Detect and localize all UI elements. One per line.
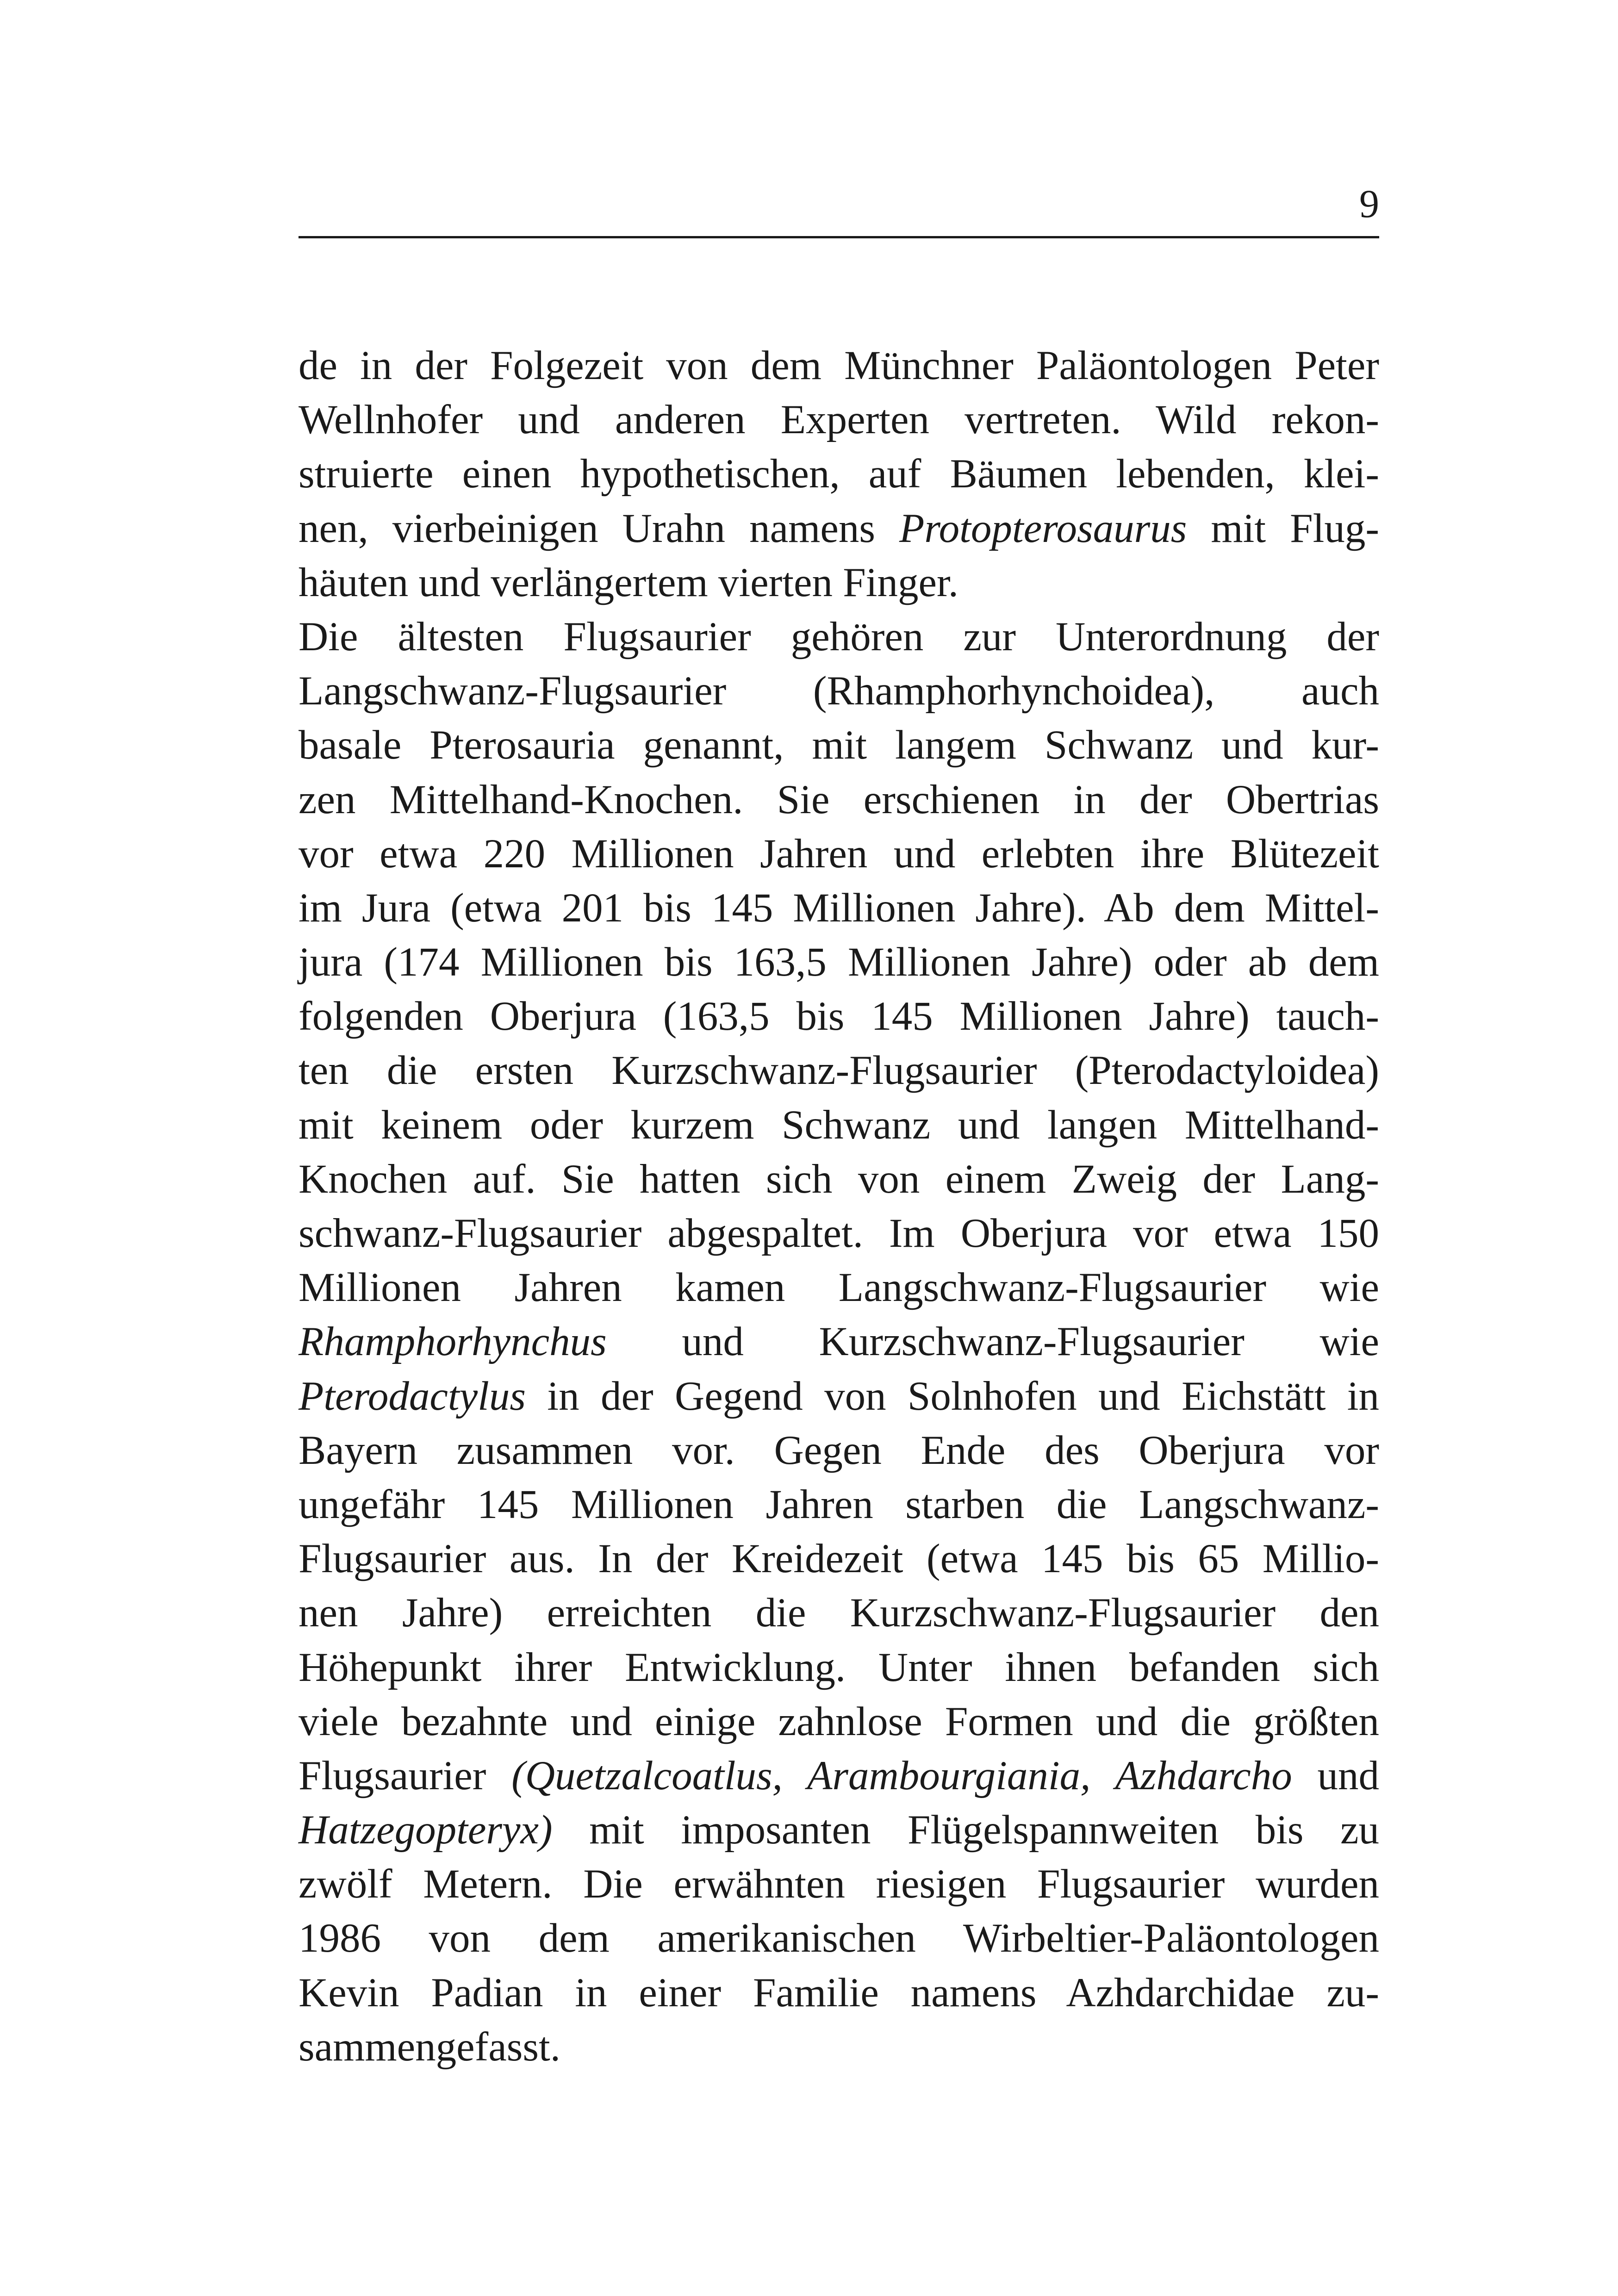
italic-taxon-name: Hatzegopteryx) [299, 1807, 553, 1853]
text-line [299, 1044, 1379, 1098]
text-line [299, 1641, 1379, 1695]
text-segment: zen Mittelhand-Knochen. Sie erschienen in der Obertrias [299, 777, 1379, 822]
text-segment: jura (174 Millionen bis 163,5 Millionen Jahre) oder ab dem [299, 940, 1379, 985]
italic-taxon-name: Pterodactylus [299, 1373, 526, 1419]
body-text [299, 339, 1379, 2074]
text-segment: ungefähr 145 Millionen Jahren starben die Langschwanz- [299, 1481, 1379, 1527]
text-line [299, 989, 1379, 1044]
text-segment: Höhepunkt ihrer Entwicklung. Unter ihnen befanden sich [299, 1644, 1379, 1690]
text-line [299, 1911, 1379, 1966]
text-line [299, 935, 1379, 989]
italic-taxon-name: Rhamphorhynchus [299, 1319, 607, 1365]
text-segment: in der Gegend von Solnhofen und Eichstätt in [526, 1373, 1379, 1419]
text-segment: häuten und verlängertem vierten Finger. [299, 560, 958, 605]
text-segment: und [1292, 1753, 1379, 1798]
text-segment: und Kurzschwanz-Flugsaurier wie [606, 1319, 1379, 1365]
text-line [299, 1532, 1379, 1586]
text-segment: 1986 von dem amerikanischen Wirbeltier-Paläontologen [299, 1916, 1379, 1961]
text-segment: viele bezahnte und einige zahnlose Formen und die größten [299, 1699, 1379, 1744]
text-line [299, 1966, 1379, 2020]
text-line [299, 2020, 1379, 2074]
header-rule [299, 236, 1379, 238]
text-line [299, 1261, 1379, 1315]
text-segment: vor etwa 220 Millionen Jahren und erlebten ihre Blütezeit [299, 831, 1379, 877]
text-line [299, 339, 1379, 393]
text-segment: Wellnhofer und anderen Experten vertreten. Wild rekon- [299, 397, 1379, 443]
text-segment: Langschwanz-Flugsaurier (Rhamphorhynchoidea), auch [299, 668, 1379, 714]
text-segment: Flugsaurier aus. In der Kreidezeit (etwa 145 bis 65 Millio- [299, 1536, 1379, 1582]
italic-taxon-name: (Quetzalcoatlus, Arambourgiania, Azhdarcho [511, 1753, 1292, 1798]
text-segment: Bayern zusammen vor. Gegen Ende des Oberjura vor [299, 1427, 1379, 1473]
text-line [299, 1695, 1379, 1749]
text-segment: mit Flug- [1187, 505, 1379, 551]
text-line [299, 1207, 1379, 1261]
text-segment: Kevin Padian in einer Familie namens Azhdarchidae zu- [299, 1970, 1379, 2016]
text-line [299, 881, 1379, 935]
text-line [299, 664, 1379, 718]
text-line [299, 1369, 1379, 1424]
text-line [299, 1098, 1379, 1152]
text-line [299, 502, 1379, 556]
text-line [299, 773, 1379, 827]
text-line [299, 1803, 1379, 1857]
text-line [299, 827, 1379, 881]
text-segment: struierte einen hypothetischen, auf Bäumen lebenden, klei- [299, 451, 1379, 497]
text-segment: schwanz-Flugsaurier abgespaltet. Im Oberjura vor etwa 150 [299, 1211, 1379, 1256]
text-line [299, 718, 1379, 772]
text-line [299, 1424, 1379, 1478]
text-segment: im Jura (etwa 201 bis 145 Millionen Jahre). Ab dem Mittel- [299, 885, 1379, 931]
text-segment: folgenden Oberjura (163,5 bis 145 Millionen Jahre) tauch- [299, 994, 1379, 1039]
text-segment: zwölf Metern. Die erwähnten riesigen Flugsaurier wurden [299, 1861, 1379, 1907]
text-line [299, 1152, 1379, 1207]
text-line [299, 393, 1379, 447]
text-segment: Knochen auf. Sie hatten sich von einem Zweig der Lang- [299, 1156, 1379, 1202]
text-line [299, 1478, 1379, 1532]
text-segment: ten die ersten Kurzschwanz-Flugsaurier (Pterodactyloidea) [299, 1048, 1379, 1094]
text-line [299, 1749, 1379, 1803]
text-segment: de in der Folgezeit von dem Münchner Paläontologen Peter [299, 343, 1379, 388]
text-segment: nen Jahre) erreichten die Kurzschwanz-Flugsaurier den [299, 1590, 1379, 1636]
text-segment: basale Pterosauria genannt, mit langem Schwanz und kur- [299, 722, 1379, 768]
text-segment: mit keinem oder kurzem Schwanz und langen Mittelhand- [299, 1102, 1379, 1148]
text-segment: Millionen Jahren kamen Langschwanz-Flugsaurier wie [299, 1265, 1379, 1311]
italic-taxon-name: Protopterosaurus [899, 505, 1187, 551]
text-segment: sammengefasst. [299, 2024, 560, 2070]
text-segment: Flugsaurier [299, 1753, 512, 1798]
text-segment: mit imposanten Flügelspannweiten bis zu [552, 1807, 1379, 1853]
text-line [299, 1315, 1379, 1369]
text-line [299, 1586, 1379, 1640]
text-line [299, 1857, 1379, 1911]
text-line [299, 447, 1379, 501]
text-line [299, 556, 1379, 610]
text-segment: nen, vierbeinigen Urahn namens [299, 505, 899, 551]
page-number: 9 [1359, 181, 1379, 226]
text-line [299, 610, 1379, 664]
text-segment: Die ältesten Flugsaurier gehören zur Unterordnung der [299, 614, 1379, 660]
